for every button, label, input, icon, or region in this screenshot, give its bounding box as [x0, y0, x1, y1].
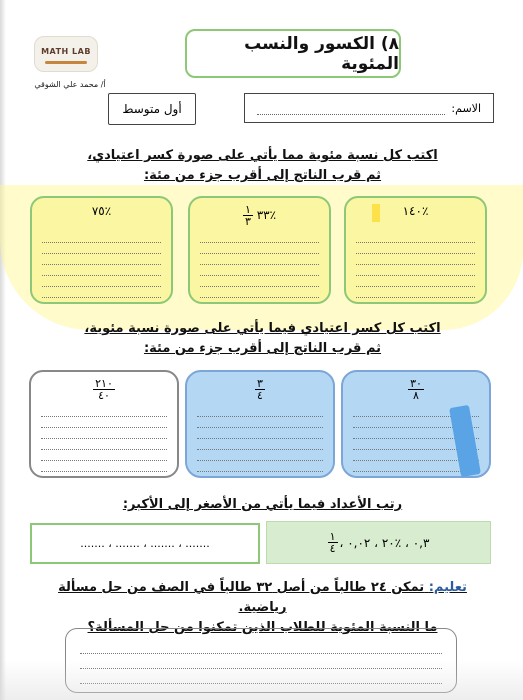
fraction-box-3 [29, 370, 179, 478]
percent-label: ٪٧٥ [91, 204, 112, 218]
fraction-label [187, 372, 333, 400]
name-field[interactable] [244, 93, 494, 123]
denominator: ٣ [244, 215, 251, 228]
logo-bar [45, 61, 87, 64]
grade-box: أول متوسط [108, 93, 196, 125]
section2-instruction [40, 319, 485, 359]
problem-label: تعليم: [428, 580, 467, 595]
section1-instruction [40, 146, 485, 186]
fraction-box-2 [185, 370, 335, 478]
section3-instruction [40, 495, 485, 515]
answer-lines[interactable] [41, 406, 167, 472]
denominator: ٤ [329, 542, 336, 555]
logo-text: MATH LAB [41, 47, 91, 56]
numbers-to-order [266, 521, 491, 564]
answer-lines[interactable] [197, 406, 323, 472]
section1-line1: اكتب كل نسبة مئوية مما يأتي على صورة كسر اعتيادي، [87, 148, 438, 163]
number-list: ٠,٣ ، ٪٢٠ ، ٠,٠٢ ، [339, 535, 430, 550]
numerator: ٣٠ [410, 377, 422, 390]
name-dots [257, 102, 445, 115]
denominator: ٨ [413, 389, 419, 402]
bottom-shadow [0, 660, 523, 700]
fraction [328, 531, 338, 554]
name-label: الاسم: [451, 101, 481, 115]
percent-label: ٪١٤٠ [402, 204, 429, 218]
problem-line1: تمكن ٢٤ طالباً من أصل ٣٢ طالباً في الصف من حل مسألة رياضية. [58, 580, 425, 615]
page-title: ٨) الكسور والنسب المئوية [185, 29, 401, 78]
percent-box-2 [188, 196, 331, 304]
percent-whole: ٪٣٣ [256, 208, 277, 222]
section2-line2: ثم قرب الناتج إلى أقرب جزء من مئة: [143, 341, 382, 356]
page-edge [0, 0, 6, 700]
fraction [243, 204, 253, 227]
section2-line1: اكتب كل كسر اعتيادي فيما يأتي على صورة نسبة مئوية، [84, 321, 441, 336]
denominator: ٤٠ [98, 389, 110, 402]
numerator: ١ [244, 203, 251, 216]
answer-lines[interactable] [356, 232, 475, 298]
denominator: ٤ [257, 389, 263, 402]
math-lab-logo [34, 36, 98, 72]
order-answer-field[interactable]: ....... ، ....... ، ....... ، ....... [30, 523, 260, 564]
section3-line: رتب الأعداد فيما يأتي من الأصغر إلى الأكبر: [122, 497, 403, 512]
highlighter-mark [372, 204, 380, 222]
numerator: ١ [329, 530, 336, 543]
percent-box-1 [344, 196, 487, 304]
numerator: ٢١٠ [95, 377, 113, 390]
fraction [255, 378, 265, 401]
percent-label [190, 198, 329, 226]
answer-lines[interactable] [200, 232, 319, 298]
fraction-label [31, 372, 177, 400]
numerator: ٣ [257, 377, 263, 390]
answer-lines[interactable] [42, 232, 161, 298]
fraction [408, 378, 424, 401]
teacher-name: أ/ محمد علي الشوقي [34, 80, 106, 89]
percent-box-3 [30, 196, 173, 304]
section1-line2: ثم قرب الناتج إلى أقرب جزء من مئة: [143, 168, 382, 183]
fraction-label [343, 372, 489, 400]
problem-line2: ما النسبة المئوية للطلاب الذين تمكنوا من حل المسألة؟ [87, 620, 438, 635]
fraction [93, 378, 115, 401]
